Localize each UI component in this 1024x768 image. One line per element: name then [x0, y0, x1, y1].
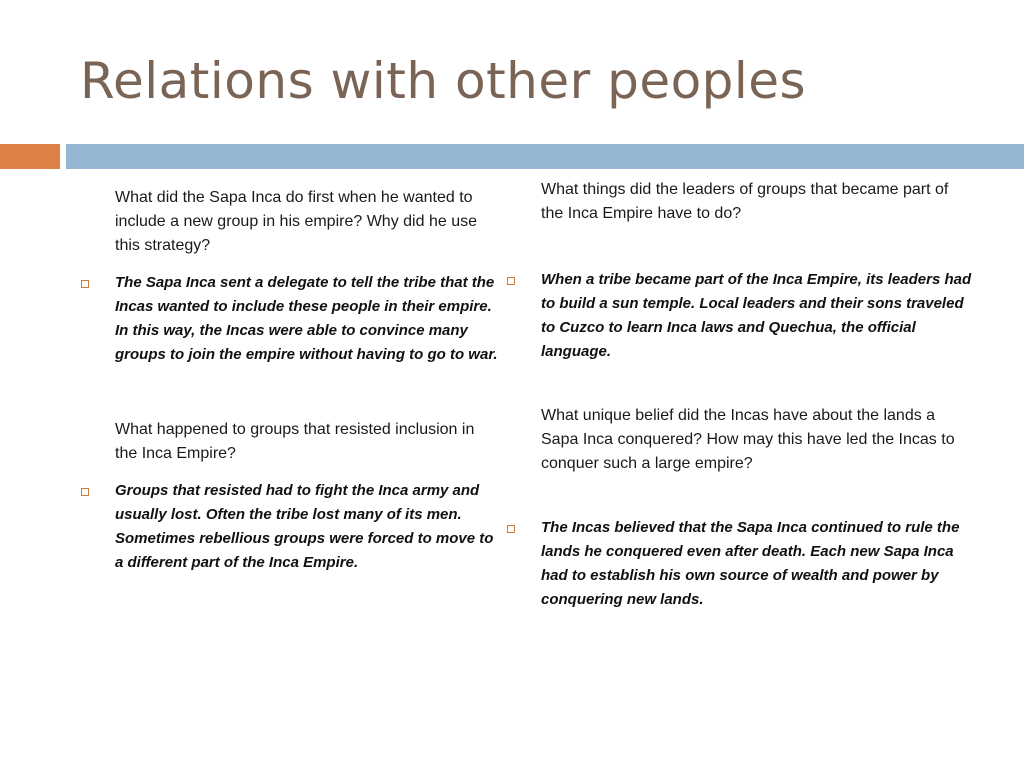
square-bullet-icon — [81, 488, 89, 496]
answer-text: Groups that resisted had to fight the Inca army and usually lost. Often the tribe lost many of its men. Sometimes rebellious groups were forced to move to a different part of the Inca Empire. — [115, 482, 494, 571]
left-column — [78, 186, 498, 575]
square-bullet-icon — [507, 277, 515, 285]
question-text: What unique belief did the Incas have about the lands a Sapa Inca conquered? How may this have led the Incas to conquer such a large empire? — [541, 407, 955, 472]
answer-item — [78, 479, 498, 575]
answer-item — [504, 516, 974, 612]
slide-title: Relations with other peoples — [80, 52, 807, 110]
question-text: What happened to groups that resisted inclusion in the Inca Empire? — [115, 421, 475, 462]
right-column — [504, 178, 974, 612]
title-accent-bar — [0, 144, 60, 169]
question-text: What things did the leaders of groups that became part of the Inca Empire have to do? — [541, 181, 949, 222]
answer-text: The Sapa Inca sent a delegate to tell the tribe that the Incas wanted to include these people in their empire. In this way, the Incas were able to convince many groups to join the empire without having to go to war. — [115, 274, 498, 363]
answer-text: When a tribe became part of the Inca Empire, its leaders had to build a sun temple. Local leaders and their sons traveled to Cuzco to learn Inca laws and Quechua, the official language. — [541, 271, 972, 360]
square-bullet-icon — [81, 280, 89, 288]
answer-item — [78, 271, 498, 367]
title-divider-bar — [66, 144, 1024, 169]
answer-item — [504, 268, 974, 364]
square-bullet-icon — [507, 525, 515, 533]
question-text: What did the Sapa Inca do first when he wanted to include a new group in his empire? Why did he use this strategy? — [115, 189, 477, 254]
answer-text: The Incas believed that the Sapa Inca continued to rule the lands he conquered even after death. Each new Sapa Inca had to establish his own source of wealth and power by conquering new lands. — [541, 519, 960, 608]
